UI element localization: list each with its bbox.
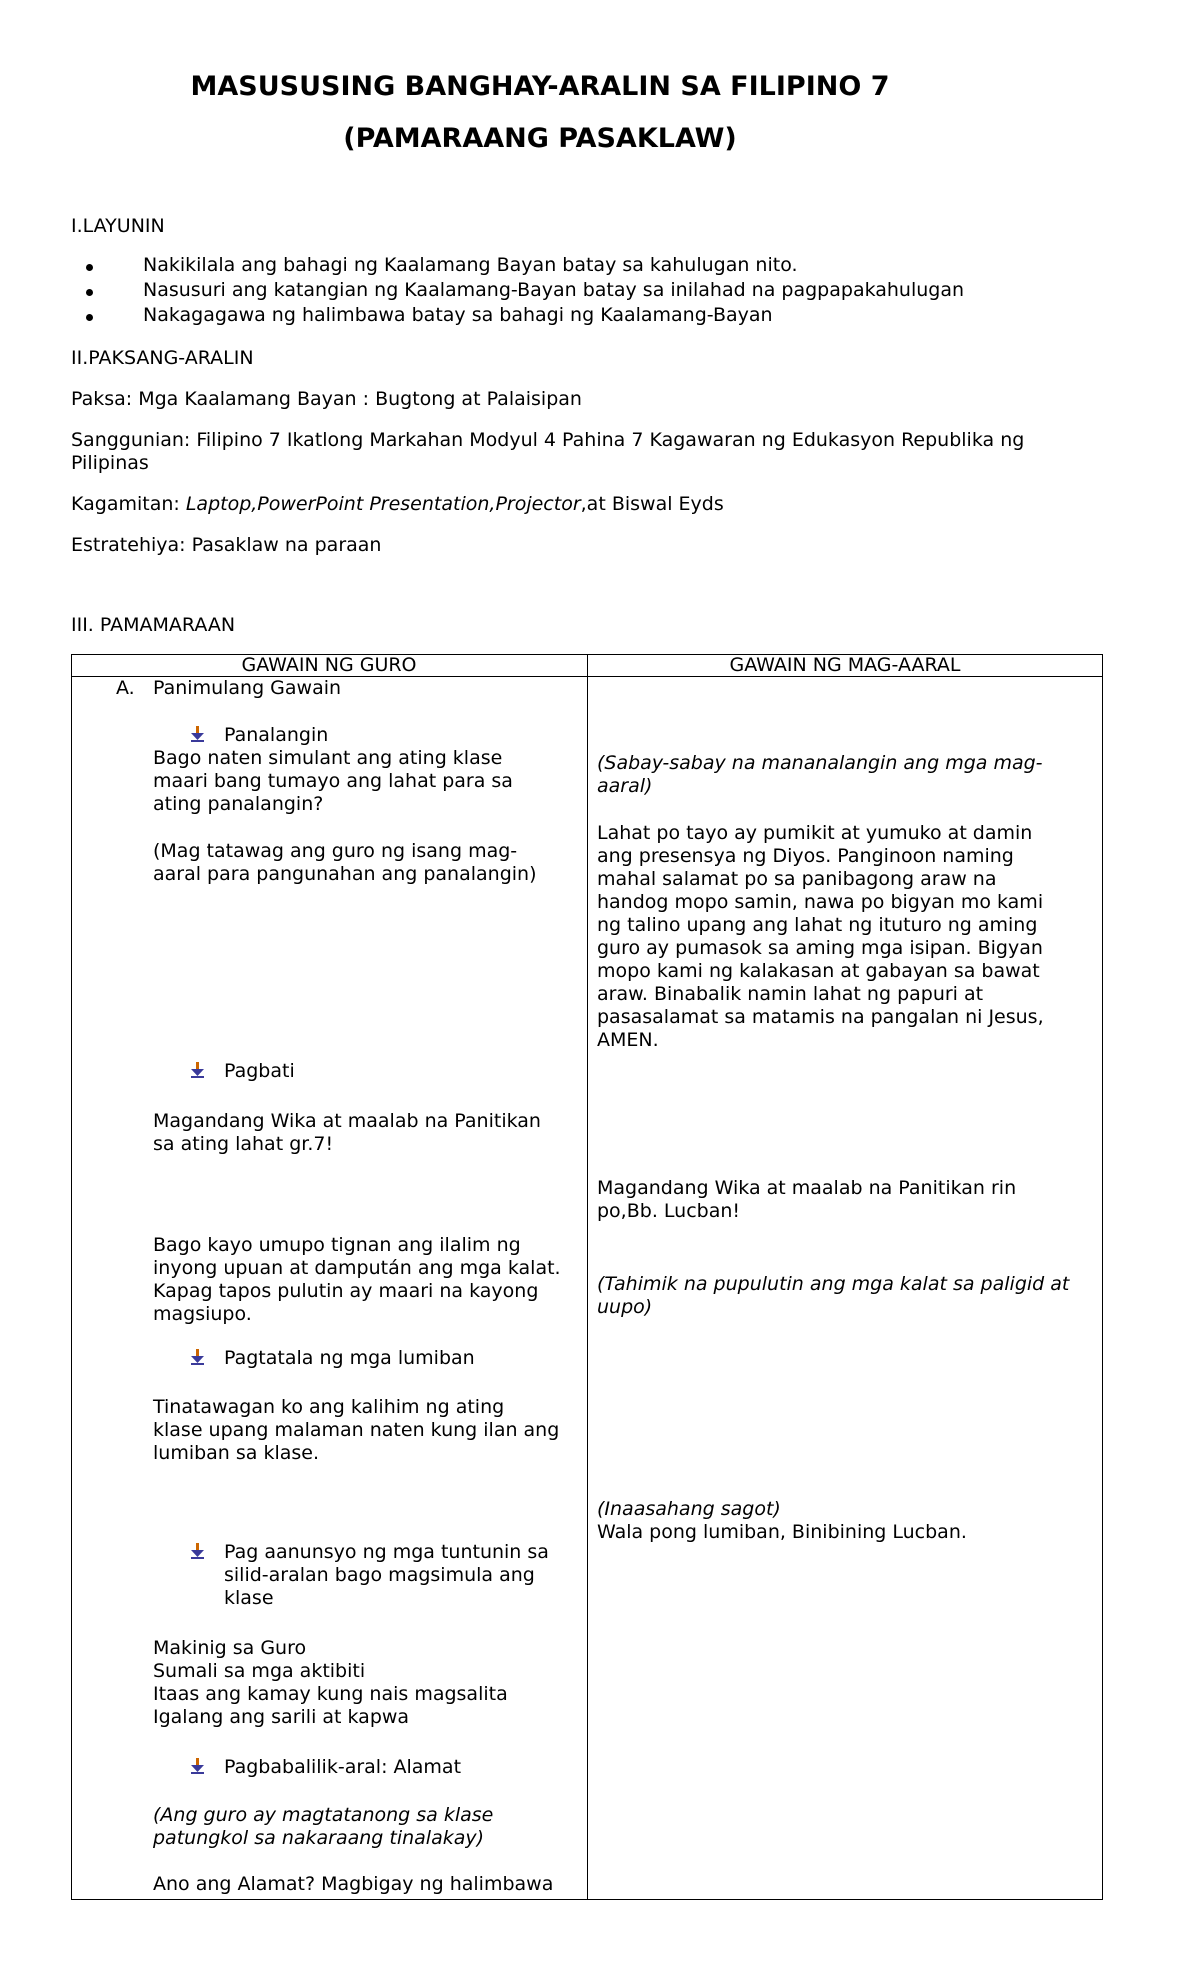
balik-aral-tanong: Ano ang Alamat? Magbigay ng halimbawa [153,1873,554,1895]
list-item: Itaas ang kamay kung nais magsalita [153,1683,508,1705]
panalangin-magaaral-note: (Sabay-sabay na mananalangin ang mga mag- aaral) [597,752,1043,797]
list-item: Sumali sa mga aktibiti [153,1660,366,1682]
layunin-heading: I.LAYUNIN [71,215,165,237]
list-item: Makinig sa Guro [153,1637,307,1659]
pagbati-label: Pagbati [224,1060,295,1082]
list-item: Igalang ang sarili at kapwa [153,1706,410,1728]
pagbati-magaaral-note: (Tahimik na pupulutin ang mga kalat sa paligid at uupo) [597,1273,1070,1318]
pagbati-guro-text-2: Bago kayo umupo tignan ang ilalim ng inyong upuan at dampután ang mga kalat. Kapag tapos pulutin ay maari na kayong magsiupo. [153,1234,561,1325]
lumiban-guro-text: Tinatawagan ko ang kalihim ng ating klase upang malaman naten kung ilan ang lumiban sa klase. [153,1396,560,1464]
list-item: Nasusuri ang katangian ng Kaalamang-Bayan batay sa inilahad na pagpapakahulugan [109,279,964,304]
lumiban-magaaral-text: Wala pong lumiban, Binibining Lucban. [597,1521,967,1543]
arrow-bullet-icon [189,725,207,743]
bullet-icon [86,314,93,321]
tuntunin-list [153,1637,508,1729]
page-subtitle: (PAMARAANG PASAKLAW) [343,123,737,154]
bullet-icon [86,264,93,271]
arrow-bullet-icon [189,1348,207,1366]
paksa-line: Paksa: Mga Kaalamang Bayan : Bugtong at Palaisipan [71,388,582,410]
balik-aral-label: Pagbabalilik-aral: Alamat [224,1756,462,1778]
list-item: Nakikilala ang bahagi ng Kaalamang Bayan batay sa kahulugan nito. [109,254,964,279]
lumiban-magaaral-note: (Inaasahang sagot) [597,1498,781,1520]
pamamaraan-heading: III. PAMAMARAAN [71,614,236,636]
bullet-icon [86,289,93,296]
list-item: Nakagagawa ng halimbawa batay sa bahagi ng Kaalamang-Bayan [109,304,964,329]
panalangin-magaaral-text: Lahat po tayo ay pumikit at yumuko at damin ang presensya ng Diyos. Panginoon naming mahal salamat po sa panibagong araw na handog mopo samin, nawa po bigyan mo kami ng talino upang ang lahat ng ituturo ng aming guro ay pumasok sa aming mga isipan. Bigyan mopo kami ng kalakasan at gabayan sa bawat araw. Binabalik namin lahat ng papuri at pasasalamat sa matamis na pangalan ni Jesus, AMEN. [597,822,1044,1051]
panalangin-label: Panalangin [224,724,329,746]
layunin-list [109,254,964,329]
column-header-guro: GAWAIN NG GURO [241,654,417,676]
pagbati-guro-text: Magandang Wika at maalab na Panitikan sa ating lahat gr.7! [153,1110,541,1155]
tuntunin-label: Pag aanunsyo ng mga tuntunin sa silid-aralan bago magsimula ang klase [224,1541,549,1609]
column-header-magaaral: GAWAIN NG MAG-AARAL [729,654,961,676]
section-marker: A. [116,677,135,699]
arrow-bullet-icon [189,1542,207,1560]
table-column-divider [587,654,588,1900]
kagamitan-line: Kagamitan: Laptop,PowerPoint Presentation,Projector,at Biswal Eyds [71,493,724,515]
sanggunian-line-cont: Pilipinas [71,452,149,474]
arrow-bullet-icon [189,1757,207,1775]
section-label: Panimulang Gawain [153,677,342,699]
sanggunian-line: Sanggunian: Filipino 7 Ikatlong Markahan Modyul 4 Pahina 7 Kagawaran ng Edukasyon Republika ng [71,429,1025,451]
panalangin-guro-note: (Mag tatawag ang guro ng isang mag- aaral para pangunahan ang panalangin) [153,840,537,885]
balik-aral-note: (Ang guro ay magtatanong sa klase patungkol sa nakaraang tinalakay) [153,1804,494,1849]
panalangin-guro-text: Bago naten simulant ang ating klase maari bang tumayo ang lahat para sa ating panalangin? [153,747,513,815]
estratehiya-line: Estratehiya: Pasaklaw na paraan [71,534,382,556]
pagbati-magaaral-text: Magandang Wika at maalab na Panitikan rin po,Bb. Lucban! [597,1177,1017,1222]
arrow-bullet-icon [189,1061,207,1079]
paksang-aralin-heading: II.PAKSANG-ARALIN [71,347,254,369]
page-title: MASUSUSING BANGHAY-ARALIN SA FILIPINO 7 [190,71,890,102]
lumiban-label: Pagtatala ng mga lumiban [224,1347,475,1369]
